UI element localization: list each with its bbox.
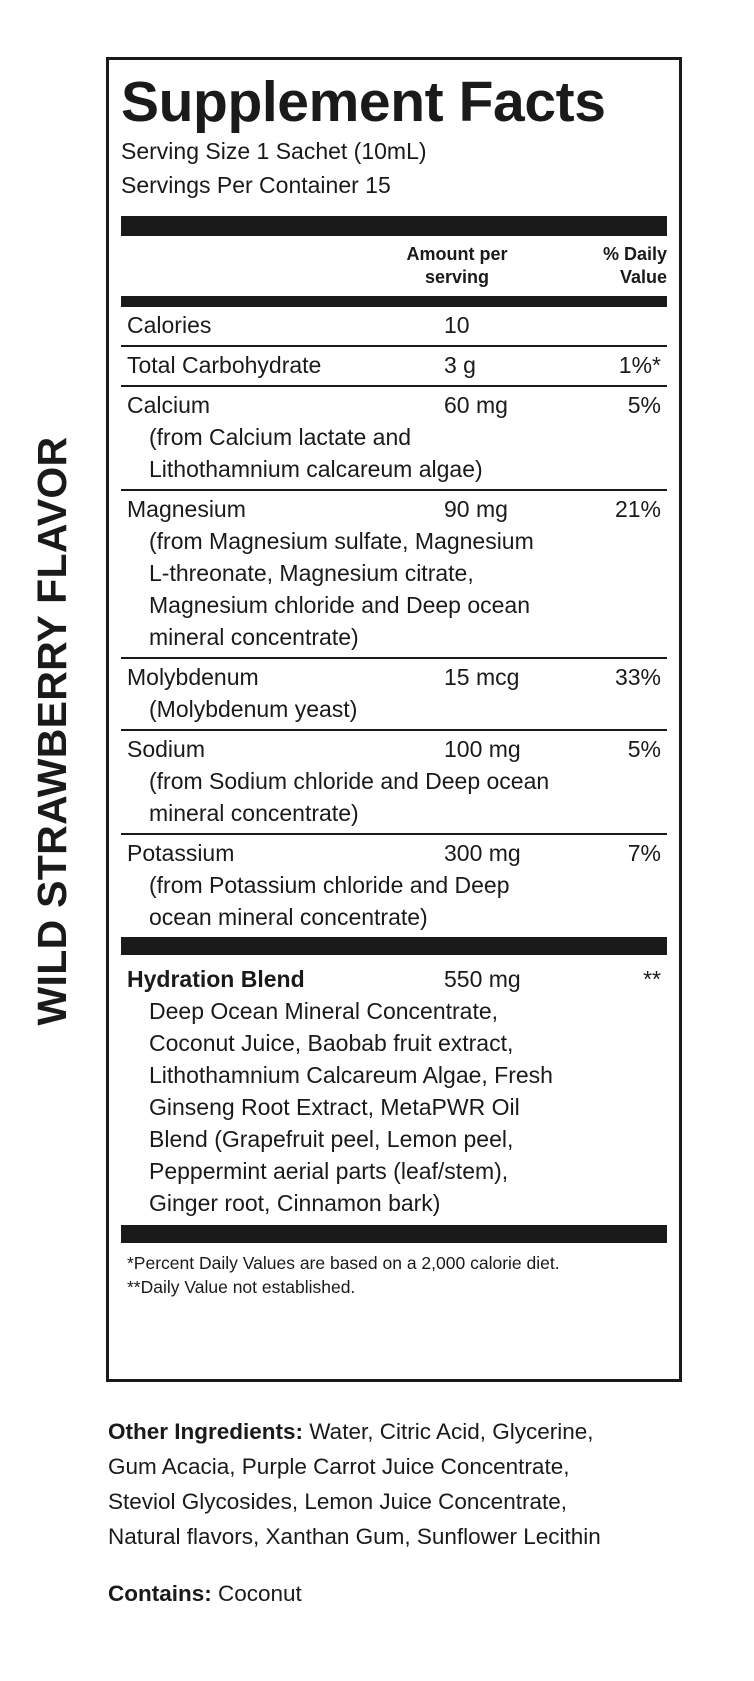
nutrient-source-line: mineral concentrate) bbox=[149, 624, 359, 650]
nutrient-daily-value: 5% bbox=[627, 392, 661, 418]
amount-per-serving-header: Amount per serving bbox=[406, 244, 508, 287]
nutrient-daily-value: 1%* bbox=[618, 352, 661, 378]
footnotes bbox=[121, 1243, 667, 1299]
nutrient-source-line: mineral concentrate) bbox=[149, 800, 359, 826]
nutrient-amount: 15 mcg bbox=[444, 664, 520, 690]
nutrient-row bbox=[121, 491, 667, 659]
nutrient-amount: 3 g bbox=[444, 352, 476, 378]
blend-amount: 550 mg bbox=[444, 966, 521, 992]
spacer bbox=[121, 202, 667, 216]
nutrient-source-line: (from Sodium chloride and Deep ocean bbox=[149, 768, 550, 794]
other-ingredients-text: Gum Acacia, Purple Carrot Juice Concentrate, bbox=[108, 1454, 570, 1479]
nutrient-amount: 10 bbox=[444, 312, 470, 338]
divider-bar bbox=[121, 937, 667, 955]
blend-daily-value: ** bbox=[643, 966, 661, 992]
nutrient-source-line: (from Calcium lactate and bbox=[149, 424, 412, 450]
allergen-statement bbox=[108, 1576, 302, 1611]
contains-value: Coconut bbox=[211, 1581, 302, 1606]
flavor-label: WILD STRAWBERRY FLAVOR bbox=[29, 436, 75, 1026]
panel-title: Supplement Facts bbox=[121, 70, 606, 134]
nutrient-row bbox=[121, 307, 667, 347]
blend-ingredient-line: Blend (Grapefruit peel, Lemon peel, bbox=[149, 1126, 514, 1152]
nutrient-name: Calcium bbox=[127, 392, 211, 418]
nutrient-daily-value: 7% bbox=[627, 840, 661, 866]
nutrient-row bbox=[121, 835, 667, 937]
blend-ingredient-line: Coconut Juice, Baobab fruit extract, bbox=[149, 1030, 514, 1056]
footnote-daily-values: *Percent Daily Values are based on a 2,000 calorie diet. bbox=[127, 1253, 560, 1273]
nutrient-row bbox=[121, 659, 667, 731]
nutrient-name: Magnesium bbox=[127, 496, 246, 522]
nutrient-list bbox=[121, 307, 667, 937]
hydration-blend-row bbox=[121, 955, 667, 1225]
serving-size: Serving Size 1 Sachet (10mL) bbox=[121, 138, 427, 164]
supplement-facts-panel bbox=[106, 57, 682, 1382]
nutrient-source-line: (from Potassium chloride and Deep bbox=[149, 872, 510, 898]
nutrient-row bbox=[121, 387, 667, 491]
nutrient-daily-value: 33% bbox=[614, 664, 661, 690]
nutrient-name: Molybdenum bbox=[127, 664, 259, 690]
nutrient-name: Calories bbox=[127, 312, 212, 338]
nutrient-source-line: ocean mineral concentrate) bbox=[149, 904, 428, 930]
other-ingredients-label: Other Ingredients: bbox=[108, 1419, 304, 1444]
nutrient-amount: 100 mg bbox=[444, 736, 521, 762]
blend-name: Hydration Blend bbox=[127, 966, 305, 992]
nutrient-source-line: L-threonate, Magnesium citrate, bbox=[149, 560, 474, 586]
nutrient-row bbox=[121, 731, 667, 835]
nutrient-source-line: Magnesium chloride and Deep ocean bbox=[149, 592, 531, 618]
nutrient-name: Sodium bbox=[127, 736, 205, 762]
contains-label: Contains: bbox=[108, 1581, 212, 1606]
nutrient-amount: 90 mg bbox=[444, 496, 508, 522]
footnote-not-established: **Daily Value not established. bbox=[127, 1277, 356, 1297]
nutrient-source-line: (from Magnesium sulfate, Magnesium bbox=[149, 528, 534, 554]
blend-ingredient-line: Deep Ocean Mineral Concentrate, bbox=[149, 998, 499, 1024]
blend-ingredient-line: Peppermint aerial parts (leaf/stem), bbox=[149, 1158, 509, 1184]
other-ingredients bbox=[108, 1414, 728, 1554]
other-ingredients-text: Steviol Glycosides, Lemon Juice Concentrate, bbox=[108, 1489, 567, 1514]
blend-ingredient-line: Lithothamnium Calcareum Algae, Fresh bbox=[149, 1062, 553, 1088]
nutrient-amount: 300 mg bbox=[444, 840, 521, 866]
column-headers bbox=[121, 236, 667, 296]
nutrient-row bbox=[121, 347, 667, 387]
blend-ingredient-line: Ginseng Root Extract, MetaPWR Oil bbox=[149, 1094, 520, 1120]
other-ingredients-text: Natural flavors, Xanthan Gum, Sunflower Lecithin bbox=[108, 1524, 601, 1549]
divider-bar bbox=[121, 216, 667, 236]
nutrient-name: Total Carbohydrate bbox=[127, 352, 322, 378]
divider-bar bbox=[121, 1225, 667, 1243]
divider-bar bbox=[121, 296, 667, 307]
nutrient-source-line: (Molybdenum yeast) bbox=[149, 696, 358, 722]
blend-ingredient-line: Ginger root, Cinnamon bark) bbox=[149, 1190, 441, 1216]
nutrient-source-line: Lithothamnium calcareum algae) bbox=[149, 456, 483, 482]
nutrient-name: Potassium bbox=[127, 840, 235, 866]
servings-per-container: Servings Per Container 15 bbox=[121, 172, 391, 198]
nutrient-daily-value: 5% bbox=[627, 736, 661, 762]
nutrient-amount: 60 mg bbox=[444, 392, 508, 418]
other-ingredients-text: Water, Citric Acid, Glycerine, bbox=[303, 1419, 594, 1444]
nutrient-daily-value: 21% bbox=[614, 496, 661, 522]
daily-value-header: % Daily Value bbox=[602, 244, 667, 287]
